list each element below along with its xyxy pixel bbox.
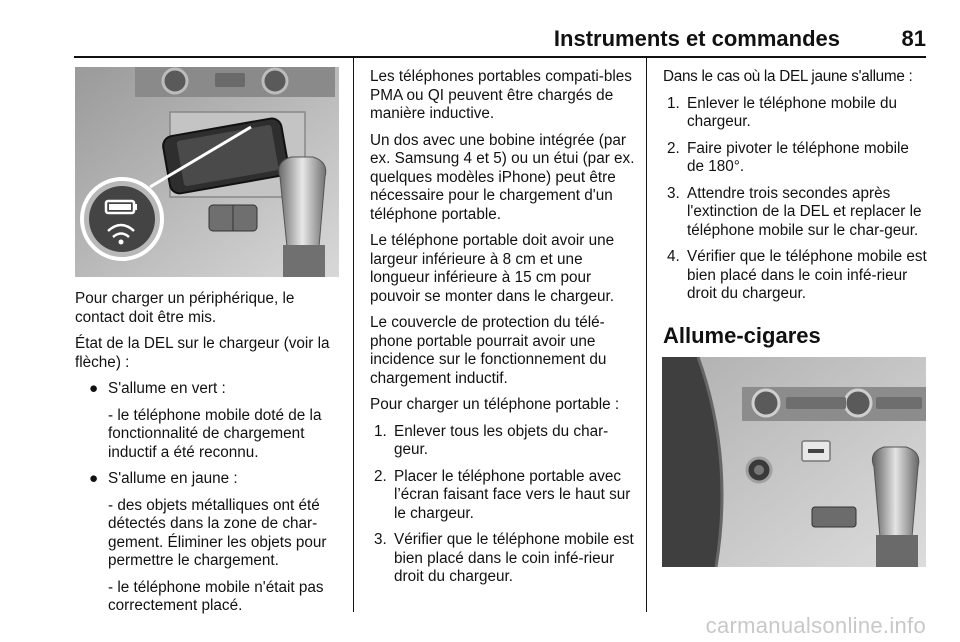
list-item [75, 470, 347, 616]
list-item [663, 185, 929, 241]
step-text: Vérifier que le téléphone mobile est bien placé dans le coin infé-rieur droit du chargeur. [394, 531, 634, 585]
column-1 [75, 290, 347, 624]
list-item-label: S'allume en jaune : [108, 470, 238, 487]
header-title: Instruments et commandes [553, 26, 840, 51]
list-item [370, 423, 636, 460]
list-item [663, 95, 929, 132]
list-item [370, 531, 636, 587]
paragraph: Dans le cas où la DEL jaune s'allume : [663, 68, 913, 85]
list-item-label: S'allume en vert : [108, 380, 226, 397]
column-divider [353, 56, 354, 612]
list-item [663, 248, 929, 304]
paragraph: Un dos avec une bobine intégrée (par ex. Samsung 4 et 5) ou un étui (par ex. quelques modèles iPhone) peut être nécessaire pour le chargement d'un téléphone portable. [370, 131, 635, 223]
yellow-led-steps-list [663, 95, 929, 304]
step-text: Placer le téléphone portable avec l’écran faisant face vers le haut sur le chargeur. [394, 467, 631, 522]
list-item [663, 140, 929, 177]
charging-steps-list [370, 423, 636, 587]
step-text: Vérifier que le téléphone mobile est bien placé dans le coin infé-rieur droit du chargeur. [687, 248, 927, 302]
bullet-icon: ● [89, 380, 99, 397]
led-status-list [75, 380, 347, 616]
step-number: 3. [374, 531, 387, 548]
step-text: Enlever le téléphone mobile du chargeur. [687, 94, 898, 130]
column-2 [370, 68, 636, 595]
bullet-icon: ● [89, 470, 99, 487]
paragraph: Le couvercle de protection du télé-phone portable pourrait avoir une incidence sur le fonctionnement du chargement inductif. [370, 314, 607, 387]
section-heading: Allume-cigares [663, 322, 821, 348]
paragraph: Pour charger un téléphone portable : [370, 396, 620, 413]
paragraph: Les téléphones portables compati-bles PMA ou QI peuvent être chargés de manière inductive. [370, 68, 632, 122]
step-text: Enlever tous les objets du char-geur. [394, 422, 609, 458]
paragraph: État de la DEL sur le chargeur (voir la flèche) : [75, 335, 330, 371]
page-number: 81 [901, 26, 926, 51]
list-item [75, 380, 347, 462]
list-item-detail: - le téléphone mobile n'était pas correctement placé. [108, 578, 324, 614]
column-divider [646, 56, 647, 612]
step-number: 1. [374, 422, 387, 440]
step-number: 2. [667, 139, 680, 157]
paragraph: Le téléphone portable doit avoir une largeur inférieure à 8 cm et une longueur inférieure à 15 cm pour pouvoir se monter dans le chargeur. [370, 232, 615, 305]
cigarette-lighter-illustration [662, 357, 926, 567]
list-item [370, 468, 636, 524]
step-number: 2. [374, 467, 387, 485]
step-text: Faire pivoter le téléphone mobile de 180°. [687, 139, 909, 175]
step-number: 3. [667, 184, 680, 202]
header-rule [74, 56, 926, 58]
charger-illustration [75, 67, 339, 277]
watermark: carmanualsonline.info [705, 613, 926, 638]
step-text: Attendre trois secondes après l'extinction de la DEL et replacer le téléphone mobile sur le char-geur. [687, 184, 922, 239]
list-item-detail: - le téléphone mobile doté de la fonctionnalité de chargement inductif a été reconnu. [108, 406, 322, 461]
column-3 [663, 68, 929, 350]
paragraph: Pour charger un périphérique, le contact doit être mis. [75, 290, 295, 326]
step-number: 4. [667, 248, 680, 265]
list-item-detail: - des objets métalliques ont été détectés dans la zone de char-gement. Éliminer les objets pour permettre le chargement. [108, 496, 327, 569]
step-number: 1. [667, 94, 680, 112]
